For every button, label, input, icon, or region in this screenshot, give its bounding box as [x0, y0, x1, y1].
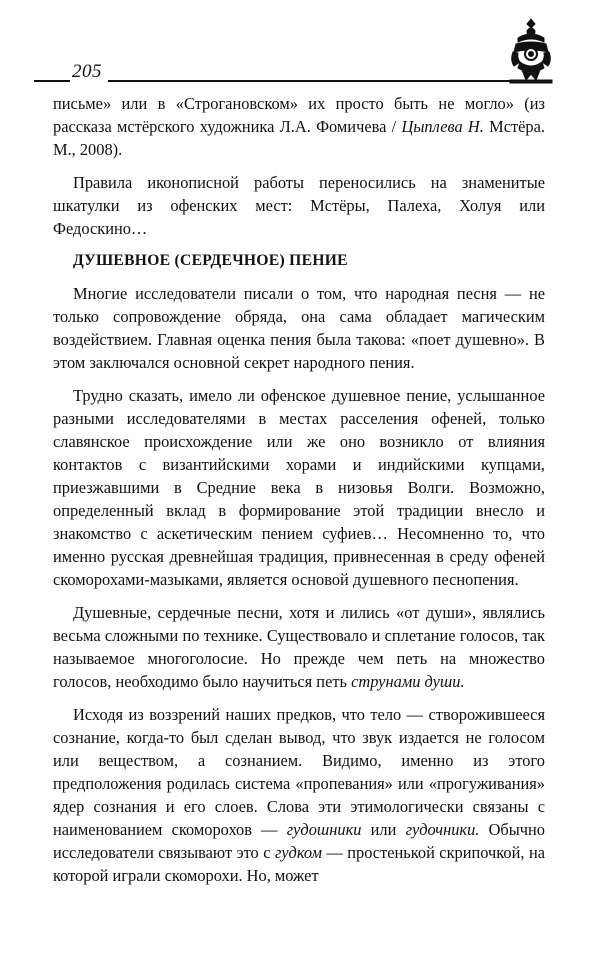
consciousness-text-d: — простенькой скрипочкой, на которой играли скоморохи. Но, может — [53, 843, 545, 885]
term-gudok: гудком — [274, 843, 322, 862]
paragraph-polyphony — [53, 601, 545, 693]
paragraph-folk-song: Многие исследователи писали о том, что народная песня — не только сопровождение обряда, она сама обладает магическим воздействием. Главная оценка пения была такова: «поет душевно». В этом заключался основной секрет народного пения. — [53, 284, 545, 372]
polyphony-text: Душевные, сердечные песни, хотя и лились «от души», являлись весьма сложными по технике. Существовало и сплетание голосов, так называемое многоголосие. Но прежде чем петь на множество голосов, необходимо было научиться петь — [53, 603, 545, 691]
paragraph-citation — [53, 92, 545, 161]
term-gudoshniki: гудошники — [286, 820, 362, 839]
paragraph-icon-painting: Правила иконописной работы переносились на знаменитые шкатулки из офенских мест: Мстёры, Палеха, Холуя или Федоскино… — [53, 173, 545, 238]
consciousness-text-c: Обычно исследователи связывают это с — [53, 820, 545, 862]
page-number: 205 — [72, 61, 102, 82]
polyphony-italic: струнами души. — [351, 672, 465, 691]
consciousness-text-a: Исходя из воззрений наших предков, что тело — створожившееся сознание, когда-то был сделан вывод, что звук издается не голосом или веществом, а сознанием. Видимо, именно из этого предположения родилась система «пропевания» или «прогуживания» ядер сознания и его слоев. Слова эти этимологически связаны с наименованием скоморохов — — [53, 705, 545, 839]
header-rule-left — [34, 80, 70, 82]
header-rule — [108, 80, 534, 82]
body-text — [53, 92, 545, 897]
page-header — [34, 62, 506, 86]
paragraph-ofeni-singing: Трудно сказать, имело ли офенское душевное пение, услышанное разными исследователями в местах расселения офеней, только славянское происхождение или же оно возникло от влияния контактов с византийскими хорами и индийскими купцами, приезжавшими в Средние века в низовья Волги. Возможно, определенный вклад в формирование этой традиции внесло и знакомство с аскетическим пением суфиев… Несомненно то, что именно русская древнейшая традиция, привнесенная в среду офеней скоморохами-мазыками, является основой душевного песнопения. — [53, 386, 545, 589]
section-title: ДУШЕВНОЕ (СЕРДЕЧНОЕ) ПЕНИЕ — [73, 252, 348, 269]
ornamental-emblem-icon — [508, 18, 554, 84]
citation-text: письме» или в «Строгановском» их просто быть не могло» (из рассказа мстёрского художника Л.А. Фомичева / — [53, 94, 545, 136]
citation-source: Мстёра. М., 2008). — [53, 117, 546, 159]
citation-author: Цыплева Н. — [401, 117, 484, 136]
paragraph-consciousness — [53, 703, 545, 887]
term-gudochniki: гудочники. — [405, 820, 480, 839]
consciousness-text-b: или — [361, 820, 406, 839]
